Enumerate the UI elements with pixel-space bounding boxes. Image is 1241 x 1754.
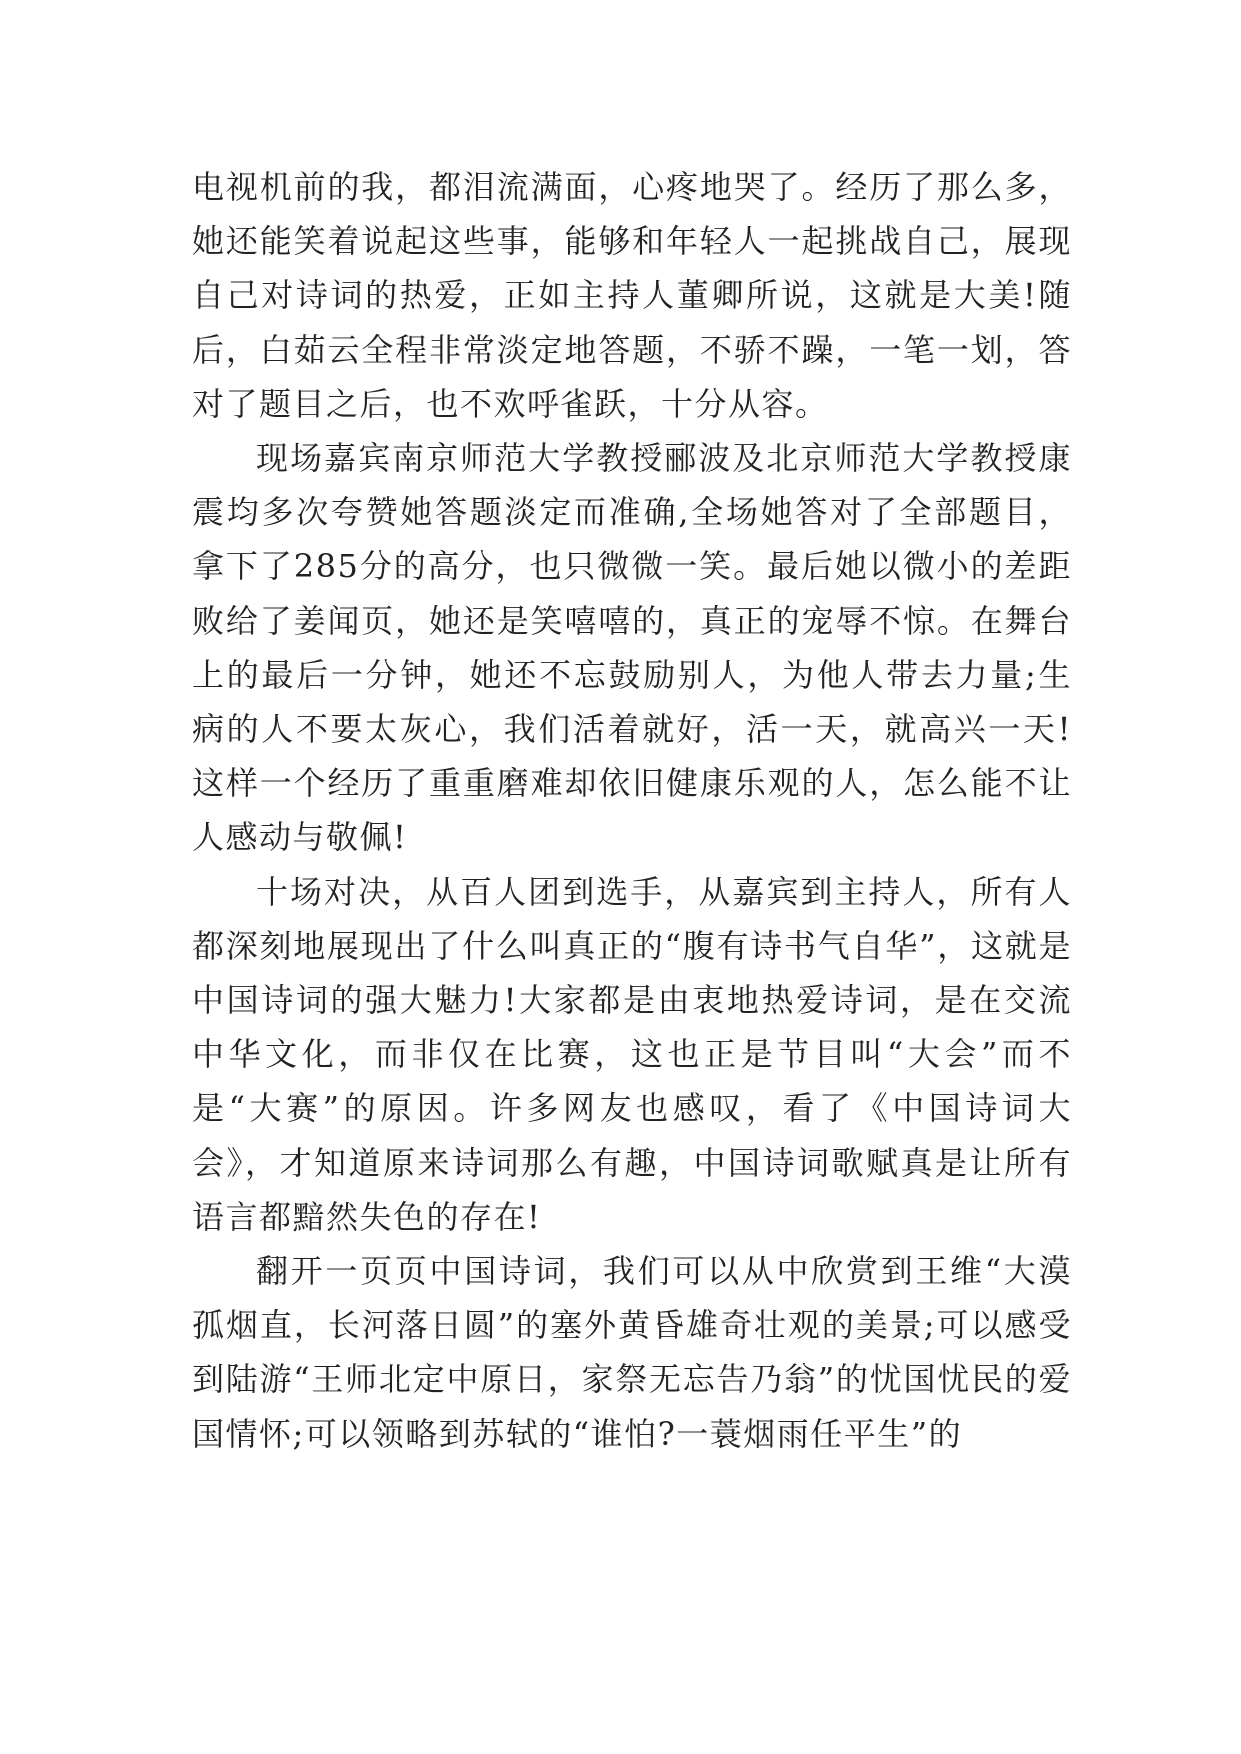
paragraph-3: 十场对决，从百人团到选手，从嘉宾到主持人，所有人都深刻地展现出了什么叫真正的“腹有诗书气自华”，这就是中国诗词的强大魅力!大家都是由衷地热爱诗词，是在交流中华文化，而非仅在比赛，这也正是节目叫“大会”而不是“大赛”的原因。许多网友也感叹，看了《中国诗词大会》，才知道原来诗词那么有趣，中国诗词歌赋真是让所有语言都黯然失色的存在! xyxy=(192,872,1072,1236)
paragraph-2: 现场嘉宾南京师范大学教授郦波及北京师范大学教授康震均多次夸赞她答题淡定而准确,全场她答对了全部题目，拿下了285分的高分，也只微微一笑。最后她以微小的差距败给了姜闻页，她还是笑嘻嘻的，真正的宠辱不惊。在舞台上的最后一分钟，她还不忘鼓励别人，为他人带去力量;生病的人不要太灰心，我们活着就好，活一天，就高兴一天!这样一个经历了重重磨难却依旧健康乐观的人，怎么能不让人感动与敬佩! xyxy=(192,439,1072,857)
paragraph-4: 翻开一页页中国诗词，我们可以从中欣赏到王维“大漠孤烟直，长河落日圆”的塞外黄昏雄奇壮观的美景;可以感受到陆游“王师北定中原日，家祭无忘告乃翁”的忧国忧民的爱国情怀;可以领略到苏轼的“谁怕?一蓑烟雨任平生”的 xyxy=(192,1252,1072,1453)
paragraph-1: 电视机前的我，都泪流满面，心疼地哭了。经历了那么多，她还能笑着说起这些事，能够和年轻人一起挑战自己，展现自己对诗词的热爱，正如主持人董卿所说，这就是大美!随后，白茹云全程非常淡定地答题，不骄不躁，一笔一划，答对了题目之后，也不欢呼雀跃，十分从容。 xyxy=(192,168,1072,423)
body-text xyxy=(192,160,1072,1461)
